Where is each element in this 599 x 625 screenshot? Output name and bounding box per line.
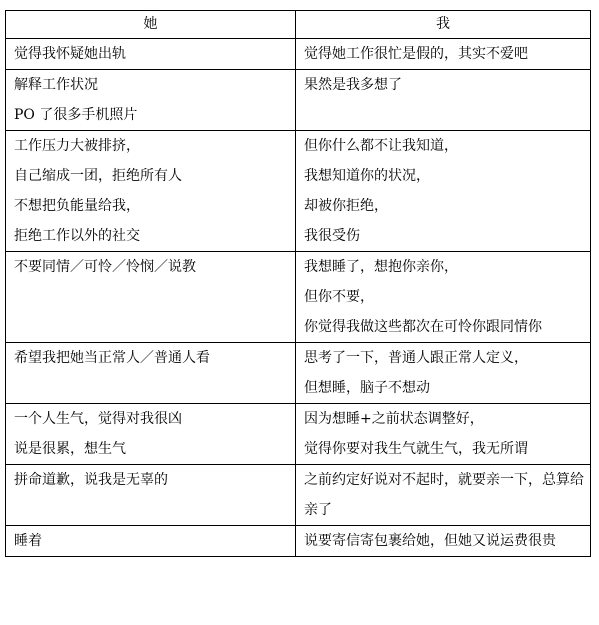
table-row <box>6 70 591 131</box>
cell-line: 觉得她工作很忙是假的，其实不爱吧 <box>304 46 528 62</box>
me-cell <box>296 526 591 557</box>
cell-line: 但你不要， <box>304 289 374 305</box>
her-cell <box>6 70 296 131</box>
cell-line: 你觉得我做这些都次在可怜你跟同情你 <box>304 319 542 335</box>
me-cell <box>296 404 591 465</box>
cell-line: 睡着 <box>14 533 42 549</box>
cell-line: 我想睡了，想抱你亲你， <box>304 259 458 275</box>
cell-line: 因为想睡+之前状态调整好， <box>304 411 484 427</box>
cell-line: 一个人生气，觉得对我很凶 <box>14 411 182 427</box>
her-cell <box>6 131 296 252</box>
me-cell <box>296 252 591 343</box>
cell-line: 自己缩成一团，拒绝所有人 <box>14 168 182 184</box>
me-cell <box>296 70 591 131</box>
cell-line: 但想睡，脑子不想动 <box>304 380 430 396</box>
her-cell <box>6 343 296 404</box>
header-me: 我 <box>296 11 591 39</box>
me-cell <box>296 131 591 252</box>
comparison-table <box>5 10 591 557</box>
her-cell <box>6 39 296 70</box>
cell-line: 之前约定好说对不起时，就要亲一下，总算给亲了 <box>304 472 584 518</box>
cell-line: 解释工作状况 <box>14 77 98 93</box>
me-cell <box>296 465 591 526</box>
cell-line: 但你什么都不让我知道， <box>304 138 458 154</box>
cell-line: 工作压力大被排挤， <box>14 138 140 154</box>
cell-line: 拼命道歉，说我是无辜的 <box>14 472 168 488</box>
cell-line: 我想知道你的状况， <box>304 168 430 184</box>
her-cell <box>6 465 296 526</box>
cell-line: 拒绝工作以外的社交 <box>14 228 140 244</box>
me-cell <box>296 343 591 404</box>
table-row <box>6 343 591 404</box>
table-row <box>6 131 591 252</box>
her-cell <box>6 404 296 465</box>
me-cell <box>296 39 591 70</box>
header-her: 她 <box>6 11 296 39</box>
table-header-row <box>6 11 591 39</box>
cell-line: 思考了一下，普通人跟正常人定义， <box>304 350 528 366</box>
table-row <box>6 39 591 70</box>
cell-line: 不要同情／可怜／怜悯／说教 <box>14 259 196 275</box>
cell-line: 觉得你要对我生气就生气，我无所谓 <box>304 441 528 457</box>
cell-line: 果然是我多想了 <box>304 77 402 93</box>
cell-line: 希望我把她当正常人／普通人看 <box>14 350 210 366</box>
cell-line: 我很受伤 <box>304 228 360 244</box>
cell-line: 觉得我怀疑她出轨 <box>14 46 126 62</box>
table-row <box>6 252 591 343</box>
cell-line: 却被你拒绝， <box>304 198 388 214</box>
her-cell <box>6 252 296 343</box>
table-row <box>6 465 591 526</box>
cell-line: 说是很累，想生气 <box>14 441 126 457</box>
cell-line: 不想把负能量给我， <box>14 198 140 214</box>
her-cell <box>6 526 296 557</box>
cell-line: PO 了很多手机照片 <box>14 107 138 123</box>
table-row <box>6 404 591 465</box>
cell-line: 说要寄信寄包裹给她，但她又说运费很贵 <box>304 533 556 549</box>
table-row <box>6 526 591 557</box>
